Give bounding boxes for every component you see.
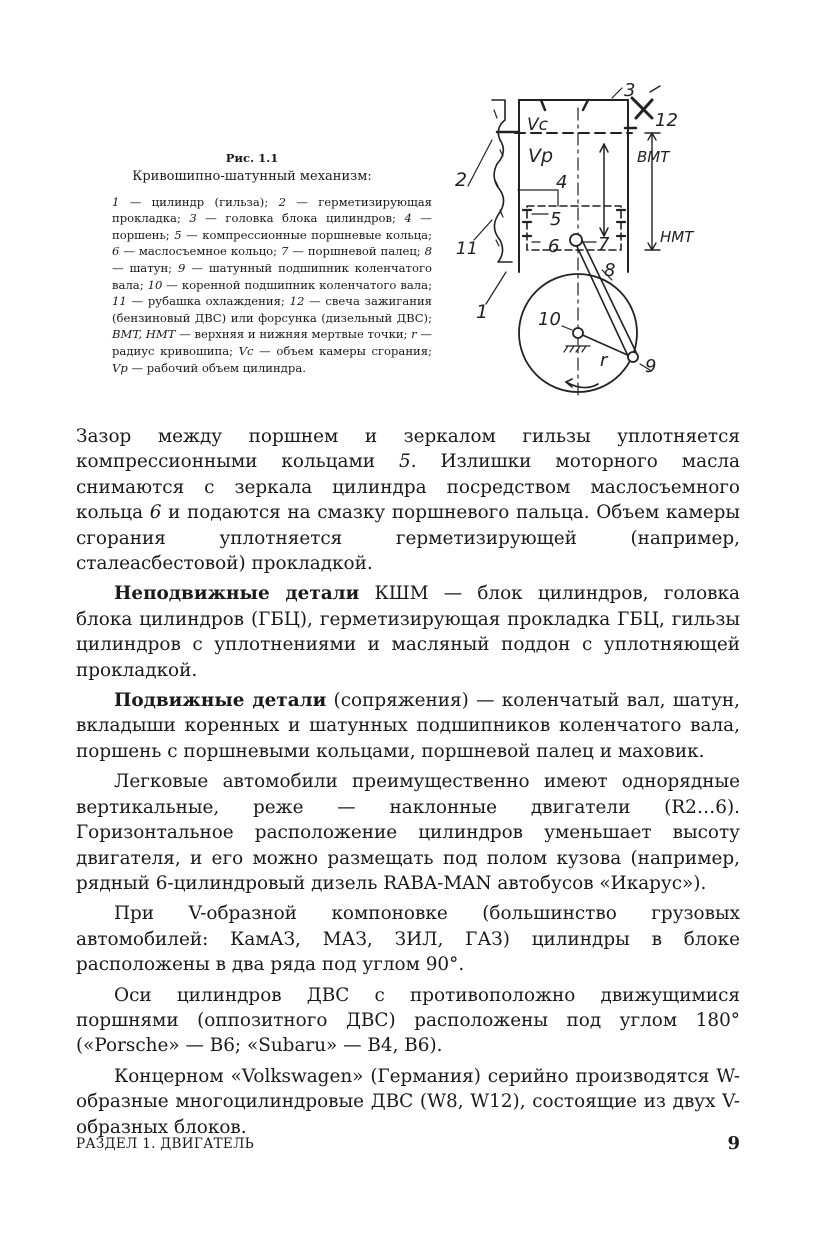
paragraph-1: Зазор между поршнем и зеркалом гильзы уплотняется компрессионными кольцами 5. Излишки моторного масла снимаются с зеркала цилиндра посредством маслосъемного кольца 6 и подаются на смазку поршневого пальца. Объем камеры сгорания уплотняется герметизирующей (например, сталеасбестовой) прокладкой. [76, 426, 741, 575]
legend-number: 6 [112, 244, 120, 259]
section-title: РАЗДЕЛ 1. ДВИГАТЕЛЬ [76, 1136, 255, 1152]
legend-text: — объем камеры сгорания; [253, 343, 432, 358]
label-bmt: ВМТ [637, 148, 670, 166]
legend-number: 12 [289, 294, 305, 309]
paragraph-6: Оси цилиндров ДВС с противоположно движущимися поршнями (оппозитного ДВС) расположены под углом 180° («Porsche» — B6; «Subaru» — B4, B6). [76, 984, 740, 1057]
legend-number: BMT, HMT [112, 327, 176, 342]
legend-text: — коренной подшипник коленчатого вала; [162, 277, 432, 292]
paragraph-5: При V-образной компоновке (большинство грузовых автомобилей: КамАЗ, МАЗ, ЗИЛ, ГАЗ) цилиндры в блоке расположены в два ряда под углом 90°. [76, 903, 740, 976]
paragraph-3: Подвижные детали (сопряжения) — коленчатый вал, шатун, вкладыши коренных и шатунных подшипников коленчатого вала, поршень с поршневыми кольцами, поршневой палец и маховик. [76, 690, 740, 762]
legend-text: — свеча зажигания (бензиновый ДВС) или форсунка (дизельный ДВС); [112, 294, 433, 325]
legend-number: Vc [238, 343, 254, 358]
paragraph-7: Концерном «Volkswagen» (Германия) серийно производятся W-образные многоцилиндровые ДВС (W8, W12), состоящие из двух V-образных блоков. [76, 1065, 740, 1138]
page-number: 9 [727, 1133, 740, 1154]
legend-text: — компрессионные поршневые кольца; [181, 227, 432, 242]
paragraph-4: Легковые автомобили преимущественно имеют однорядные вертикальные, реже — наклонные двигатели (R2…6). Горизонтальное расположение цилиндров уменьшает высоту двигателя, и его можно размещать под полом кузова (например, рядный 6-цилиндровый дизель RABA-MAN автобусов «Икарус»). [76, 771, 740, 894]
legend-text: — герметизирующая прокладка; [112, 194, 432, 226]
legend-text: — шатун; [112, 260, 178, 275]
spark-plug-marker [632, 98, 652, 118]
label-nmt: НМТ [660, 228, 694, 246]
label-6: 6 [548, 236, 560, 257]
label-2: 2 [455, 169, 468, 191]
legend-text: — поршневой палец; [288, 244, 425, 259]
label-1: 1 [476, 301, 489, 323]
label-9: 9 [645, 356, 657, 377]
legend-number: r [411, 327, 417, 342]
legend-number: 1 [112, 194, 120, 209]
legend-number: 2 [278, 194, 286, 209]
label-4: 4 [556, 172, 568, 193]
label-r: r [600, 350, 608, 371]
figure-title: Рис. 1.1 [225, 151, 279, 165]
body-text [76, 424, 740, 1145]
legend-text: — головка блока цилиндров; [196, 211, 405, 226]
figure-caption [112, 150, 432, 376]
legend-number: 7 [281, 244, 289, 259]
legend-text: — рабочий объем цилиндра. [127, 360, 306, 375]
legend-text: — верхняя и нижняя мертвые точки; [175, 327, 412, 342]
figure-subtitle: Кривошипно-шатунный механизм: [132, 168, 372, 184]
legend-text: — поршень; [112, 211, 432, 242]
label-8: 8 [604, 260, 616, 281]
label-7: 7 [598, 234, 610, 255]
crank-mechanism-drawing [440, 80, 712, 410]
legend-number: 4 [404, 211, 412, 226]
label-5: 5 [550, 209, 562, 230]
legend-text: — рубашка охлаждения; [126, 294, 290, 309]
legend-number: 3 [189, 211, 197, 226]
label-11: 11 [456, 239, 478, 259]
legend-number: 5 [174, 227, 182, 242]
legend-number: 8 [424, 244, 433, 259]
main-bearing [573, 328, 583, 338]
label-vc: Vc [527, 115, 548, 135]
label-3: 3 [624, 80, 636, 101]
label-vp: Vp [528, 145, 554, 167]
legend-text: — цилиндр (гильза); [119, 194, 279, 209]
piston-pin [570, 234, 582, 246]
connecting-rod [574, 238, 636, 356]
legend-text: — радиус кривошипа; [112, 327, 432, 358]
paragraph-2: Неподвижные детали КШМ — блок цилиндров, головка блока цилиндров (ГБЦ), герметизирующая прокладка ГБЦ, гильзы цилиндров с уплотнениями и масляный поддон с уплотняющей прокладкой. [76, 583, 740, 681]
legend-number: 10 [147, 277, 163, 292]
legend-number: 9 [178, 260, 186, 275]
label-12: 12 [655, 110, 678, 131]
legend-text: — шатунный подшипник коленчатого вала; [112, 260, 432, 292]
legend-number: 11 [112, 294, 127, 309]
label-10: 10 [538, 309, 561, 330]
crankpin [628, 352, 638, 362]
figure-legend [112, 194, 432, 377]
legend-text: — маслосъемное кольцо; [119, 244, 281, 259]
legend-number: Vp [112, 360, 128, 375]
